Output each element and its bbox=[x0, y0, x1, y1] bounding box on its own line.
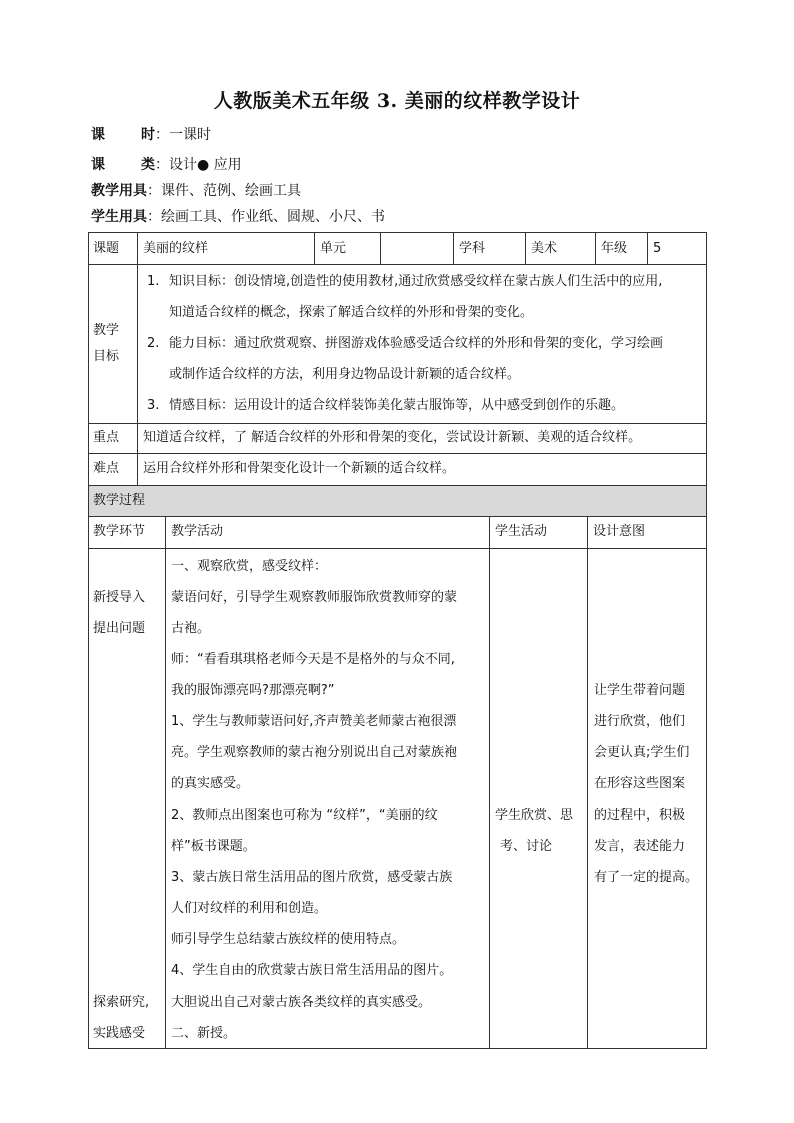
intent-line: 有了一定的提高。 bbox=[594, 870, 699, 885]
activity-line: 师：“看看琪琪格老师今天是不是格外的与众不同, bbox=[171, 652, 455, 667]
unit-label: 单元 bbox=[320, 241, 347, 256]
subject-value: 美术 bbox=[531, 241, 558, 256]
student-line: 考、讨论 bbox=[500, 839, 553, 854]
key-point-value: 知道适合纹样，了 解适合纹样的外形和骨架的变化，尝试设计新颖、美观的适合纹样。 bbox=[143, 430, 642, 445]
meta-label-b: 时 bbox=[141, 127, 155, 143]
activity-line: 3、蒙古族日常生活用品的图片欣赏，感受蒙古族 bbox=[171, 870, 453, 885]
meta-sep: ： bbox=[155, 127, 169, 143]
goal-number: 2. bbox=[147, 336, 160, 351]
goal-line: 情感目标：运用设计的适合纹样装饰美化蒙古服饰等，从中感受到创作的乐趣。 bbox=[169, 398, 625, 413]
stage1-line: 提出问题 bbox=[93, 621, 146, 636]
intent-line: 发言，表述能力 bbox=[594, 839, 686, 854]
goals-label-line1: 教学 bbox=[93, 323, 120, 338]
meta-label: 教学用具 bbox=[91, 183, 147, 199]
goal-line: 或制作适合纹样的方法，利用身边物品设计新颖的适合纹样。 bbox=[169, 367, 521, 382]
meta-class-type bbox=[91, 155, 242, 175]
topic-value: 美丽的纹样 bbox=[143, 241, 209, 256]
table-border bbox=[647, 232, 648, 264]
meta-class-hours bbox=[91, 125, 211, 145]
table-border bbox=[489, 516, 490, 1049]
activity-line: 人们对纹样的利用和创造。 bbox=[171, 901, 328, 916]
table-border bbox=[88, 264, 707, 265]
table-border bbox=[587, 516, 588, 1049]
goal-number: 3. bbox=[147, 398, 160, 413]
subject-label: 学科 bbox=[459, 241, 486, 256]
header-stage: 教学环节 bbox=[93, 524, 146, 539]
goals-label-line2: 目标 bbox=[93, 349, 120, 364]
table-border bbox=[88, 516, 707, 517]
table-border bbox=[88, 1048, 707, 1049]
table-border bbox=[88, 232, 707, 233]
meta-label: 学生用具 bbox=[91, 209, 147, 225]
goal-line: 能力目标：通过欣赏观察、拼图游戏体验感受适合纹样的外形和骨架的变化，学习绘画 bbox=[169, 336, 664, 351]
table-border bbox=[706, 232, 707, 1049]
meta-label-a: 课 bbox=[91, 157, 105, 173]
activity-line: 1、学生与教师蒙语问好,齐声赞美老师蒙古袍很漂 bbox=[171, 714, 457, 729]
activity-line: 大胆说出自己对蒙古族各类纹样的真实感受。 bbox=[171, 995, 432, 1010]
table-border bbox=[525, 232, 526, 264]
activity-line: 的真实感受。 bbox=[171, 776, 250, 791]
table-border bbox=[88, 453, 707, 454]
difficulty-value: 运用合纹样外形和骨架变化设计一个新颖的适合纹样。 bbox=[143, 461, 456, 476]
process-section-title: 教学过程 bbox=[93, 493, 146, 508]
student-line: 学生欣赏、思 bbox=[495, 808, 574, 823]
activity-line: 我的服饰漂亮吗?那漂亮啊?” bbox=[171, 683, 335, 698]
goal-line: 知道适合纹样的概念，探索了解适合纹样的外形和骨架的变化。 bbox=[169, 305, 534, 320]
meta-sep: ： bbox=[155, 157, 169, 173]
difficulty-label: 难点 bbox=[93, 461, 120, 476]
table-border bbox=[165, 516, 166, 1049]
intent-line: 进行欣赏，他们 bbox=[594, 714, 686, 729]
meta-label-a: 课 bbox=[91, 127, 105, 143]
activity-line: 亮。学生观察教师的蒙古袍分别说出自己对蒙族袍 bbox=[171, 745, 458, 760]
table-border bbox=[88, 485, 707, 486]
table-border bbox=[595, 232, 596, 264]
meta-sep: ： bbox=[147, 183, 161, 199]
table-border bbox=[137, 232, 138, 485]
meta-student-tools bbox=[91, 207, 385, 227]
intent-line: 的过程中，积极 bbox=[594, 808, 686, 823]
intent-line: 在形容这些图案 bbox=[594, 776, 686, 791]
activity-line: 4、学生自由的欣赏蒙古族日常生活用品的图片。 bbox=[171, 963, 453, 978]
key-point-label: 重点 bbox=[93, 430, 120, 445]
intent-line: 让学生带着问题 bbox=[594, 683, 686, 698]
meta-value: 一课时 bbox=[169, 127, 211, 143]
stage2-line: 实践感受 bbox=[93, 1026, 146, 1041]
activity-line: 古袍。 bbox=[171, 621, 211, 636]
table-border bbox=[453, 232, 454, 264]
activity-line: 师引导学生总结蒙古族纹样的使用特点。 bbox=[171, 932, 406, 947]
document-title: 人教版美术五年级 3. 美丽的纹样教学设计 bbox=[213, 90, 581, 112]
header-intent: 设计意图 bbox=[593, 524, 646, 539]
topic-label: 课题 bbox=[93, 241, 120, 256]
goal-number: 1. bbox=[147, 274, 160, 289]
table-border bbox=[88, 232, 89, 1049]
meta-sep: ： bbox=[147, 209, 161, 225]
table-border bbox=[314, 232, 315, 264]
activity-line: 2、教师点出图案也可称为 “纹样”，“美丽的纹 bbox=[171, 808, 438, 823]
goal-line: 知识目标：创设情境,创造性的使用教材,通过欣赏感受纹样在蒙古族人们生活中的应用, bbox=[169, 274, 663, 289]
header-activity: 教学活动 bbox=[171, 524, 224, 539]
grade-label: 年级 bbox=[601, 241, 628, 256]
activity-line: 蒙语问好，引导学生观察教师服饰欣赏教师穿的蒙 bbox=[171, 590, 458, 605]
meta-value: 绘画工具、作业纸、圆规、小尺、书 bbox=[161, 209, 385, 225]
meta-value: 设计● 应用 bbox=[169, 157, 242, 173]
grade-value: 5 bbox=[653, 241, 662, 256]
intent-line: 会更认真;学生们 bbox=[594, 745, 690, 760]
activity-line: 二、新授。 bbox=[171, 1026, 237, 1041]
table-border bbox=[380, 232, 381, 264]
table-border bbox=[88, 548, 707, 549]
process-section-shade bbox=[88, 485, 706, 516]
activity-line: 样”板书课题。 bbox=[171, 839, 256, 854]
stage1-line: 新授导入 bbox=[93, 590, 146, 605]
activity-line: 一、观察欣赏，感受纹样： bbox=[171, 559, 328, 574]
meta-value: 课件、范例、绘画工具 bbox=[161, 183, 301, 199]
meta-teaching-tools bbox=[91, 181, 301, 201]
stage2-line: 探索研究, bbox=[93, 995, 150, 1010]
meta-label-b: 类 bbox=[141, 157, 155, 173]
table-border bbox=[88, 423, 707, 424]
header-student: 学生活动 bbox=[495, 524, 548, 539]
